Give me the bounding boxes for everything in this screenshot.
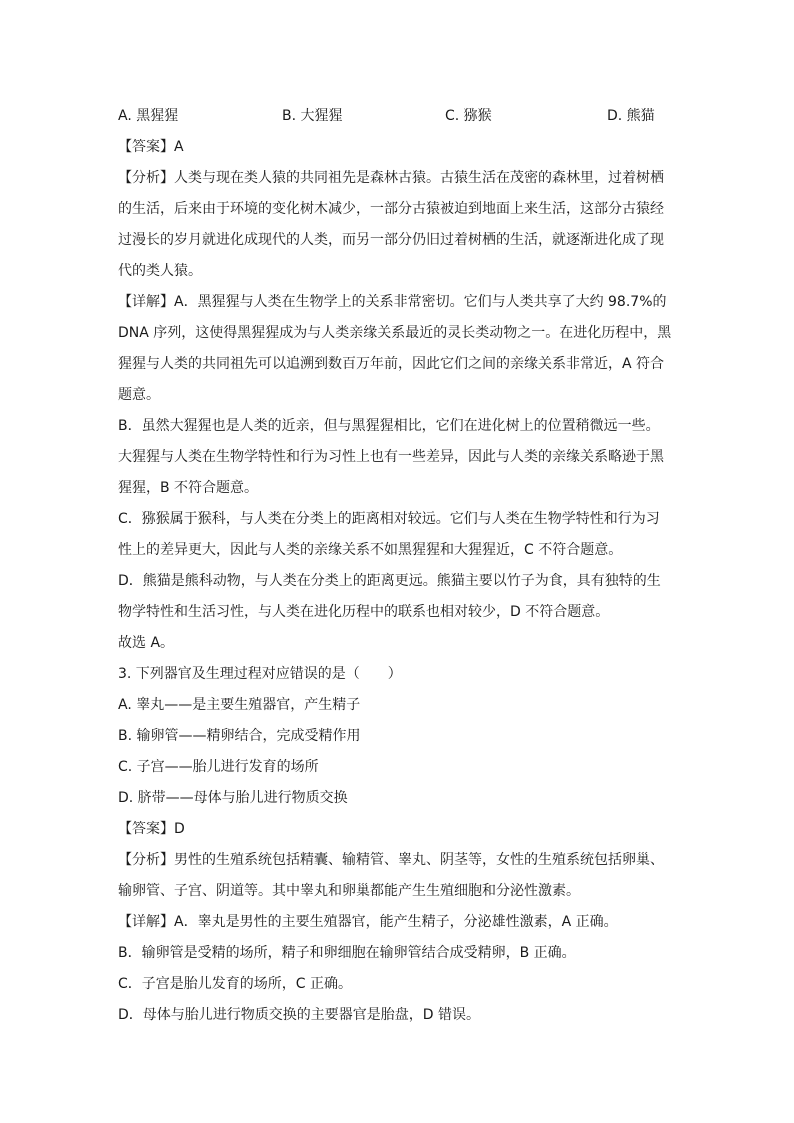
q3-analysis-line: 【分析】男性的生殖系统包括精囊、输精管、睾丸、阴茎等，女性的生殖系统包括卵巢、: [118, 852, 664, 868]
q2-analysis-line: 【分析】人类与现在类人猿的共同祖先是森林古猿。古猿生活在茂密的森林里，过着树栖: [118, 170, 664, 186]
q2-explanation-line: 物学特性和生活习性，与人类在进化历程中的联系也相对较少，D 不符合题意。: [118, 604, 610, 620]
q2-option-a: A. 黑猩猩: [118, 108, 179, 124]
q3-explanation-line: C．子宫是胎儿发育的场所，C 正确。: [118, 976, 353, 992]
q2-analysis-line: 代的类人猿。: [118, 263, 202, 279]
q3-option-c: C. 子宫——胎儿进行发育的场所: [118, 759, 319, 775]
q3-option-a: A. 睾丸——是主要生殖器官，产生精子: [118, 697, 361, 713]
q2-conclusion: 故选 A。: [118, 635, 175, 651]
q2-answer: 【答案】A: [118, 139, 184, 155]
q2-analysis-line: 过漫长的岁月就进化成现代的人类，而另一部分仍旧过着树栖的生活，就逐渐进化成了现: [118, 232, 664, 248]
q3-answer: 【答案】D: [118, 821, 185, 837]
q2-option-c: C. 猕猴: [445, 108, 492, 124]
page-content: [118, 101, 678, 1031]
q2-explanation-line: 性上的差异更大，因此与人类的亲缘关系不如黑猩猩和大猩猩近，C 不符合题意。: [118, 542, 623, 558]
q2-explanation-line: 猩猩，B 不符合题意。: [118, 480, 259, 496]
q3-stem: 3. 下列器官及生理过程对应错误的是（ ）: [118, 666, 402, 682]
q2-explanation-line: DNA 序列，这使得黑猩猩成为与人类亲缘关系最近的灵长类动物之一。在进化历程中，黑: [118, 325, 672, 341]
q2-explanation-line: C．猕猴属于猴科，与人类在分类上的距离相对较远。它们与人类在生物学特性和行为习: [118, 511, 660, 527]
q3-analysis-line: 输卵管、子宫、阴道等。其中睾丸和卵巢都能产生生殖细胞和分泌性激素。: [118, 883, 580, 899]
q2-explanation-line: B．虽然大猩猩也是人类的近亲，但与黑猩猩相比，它们在进化树上的位置稍微远一些。: [118, 418, 660, 434]
q3-option-d: D. 脐带——母体与胎儿进行物质交换: [118, 790, 348, 806]
q3-explanation-line: D．母体与胎儿进行物质交换的主要器官是胎盘，D 错误。: [118, 1007, 481, 1023]
q3-option-b: B. 输卵管——精卵结合，完成受精作用: [118, 728, 361, 744]
q2-analysis: [118, 163, 678, 287]
q2-option-d: D. 熊猫: [607, 108, 655, 124]
q3-options: [118, 690, 678, 814]
q2-explanation: [118, 287, 678, 659]
q3-explanation: [118, 907, 678, 1031]
q3-explanation-line: 【详解】A．睾丸是男性的主要生殖器官，能产生精子，分泌雄性激素，A 正确。: [118, 914, 618, 930]
q2-explanation-line: 题意。: [118, 387, 160, 403]
q2-analysis-line: 的生活，后来由于环境的变化树木减少，一部分古猿被迫到地面上来生活，这部分古猿经: [118, 201, 664, 217]
q3-analysis: [118, 845, 678, 907]
q2-explanation-line: D．熊猫是熊科动物，与人类在分类上的距离更远。熊猫主要以竹子为食，具有独特的生: [118, 573, 661, 589]
q2-explanation-line: 【详解】A．黑猩猩与人类在生物学上的关系非常密切。它们与人类共享了大约 98.7%的: [118, 294, 667, 310]
q2-option-b: B. 大猩猩: [282, 108, 343, 124]
q3-explanation-line: B．输卵管是受精的场所，精子和卵细胞在输卵管结合成受精卵，B 正确。: [118, 945, 576, 961]
q2-explanation-line: 猩猩与人类的共同祖先可以追溯到数百万年前，因此它们之间的亲缘关系非常近，A 符合: [118, 356, 665, 372]
q2-options: [118, 101, 678, 132]
q2-explanation-line: 大猩猩与人类在生物学特性和行为习性上也有一些差异，因此与人类的亲缘关系略逊于黑: [118, 449, 664, 465]
